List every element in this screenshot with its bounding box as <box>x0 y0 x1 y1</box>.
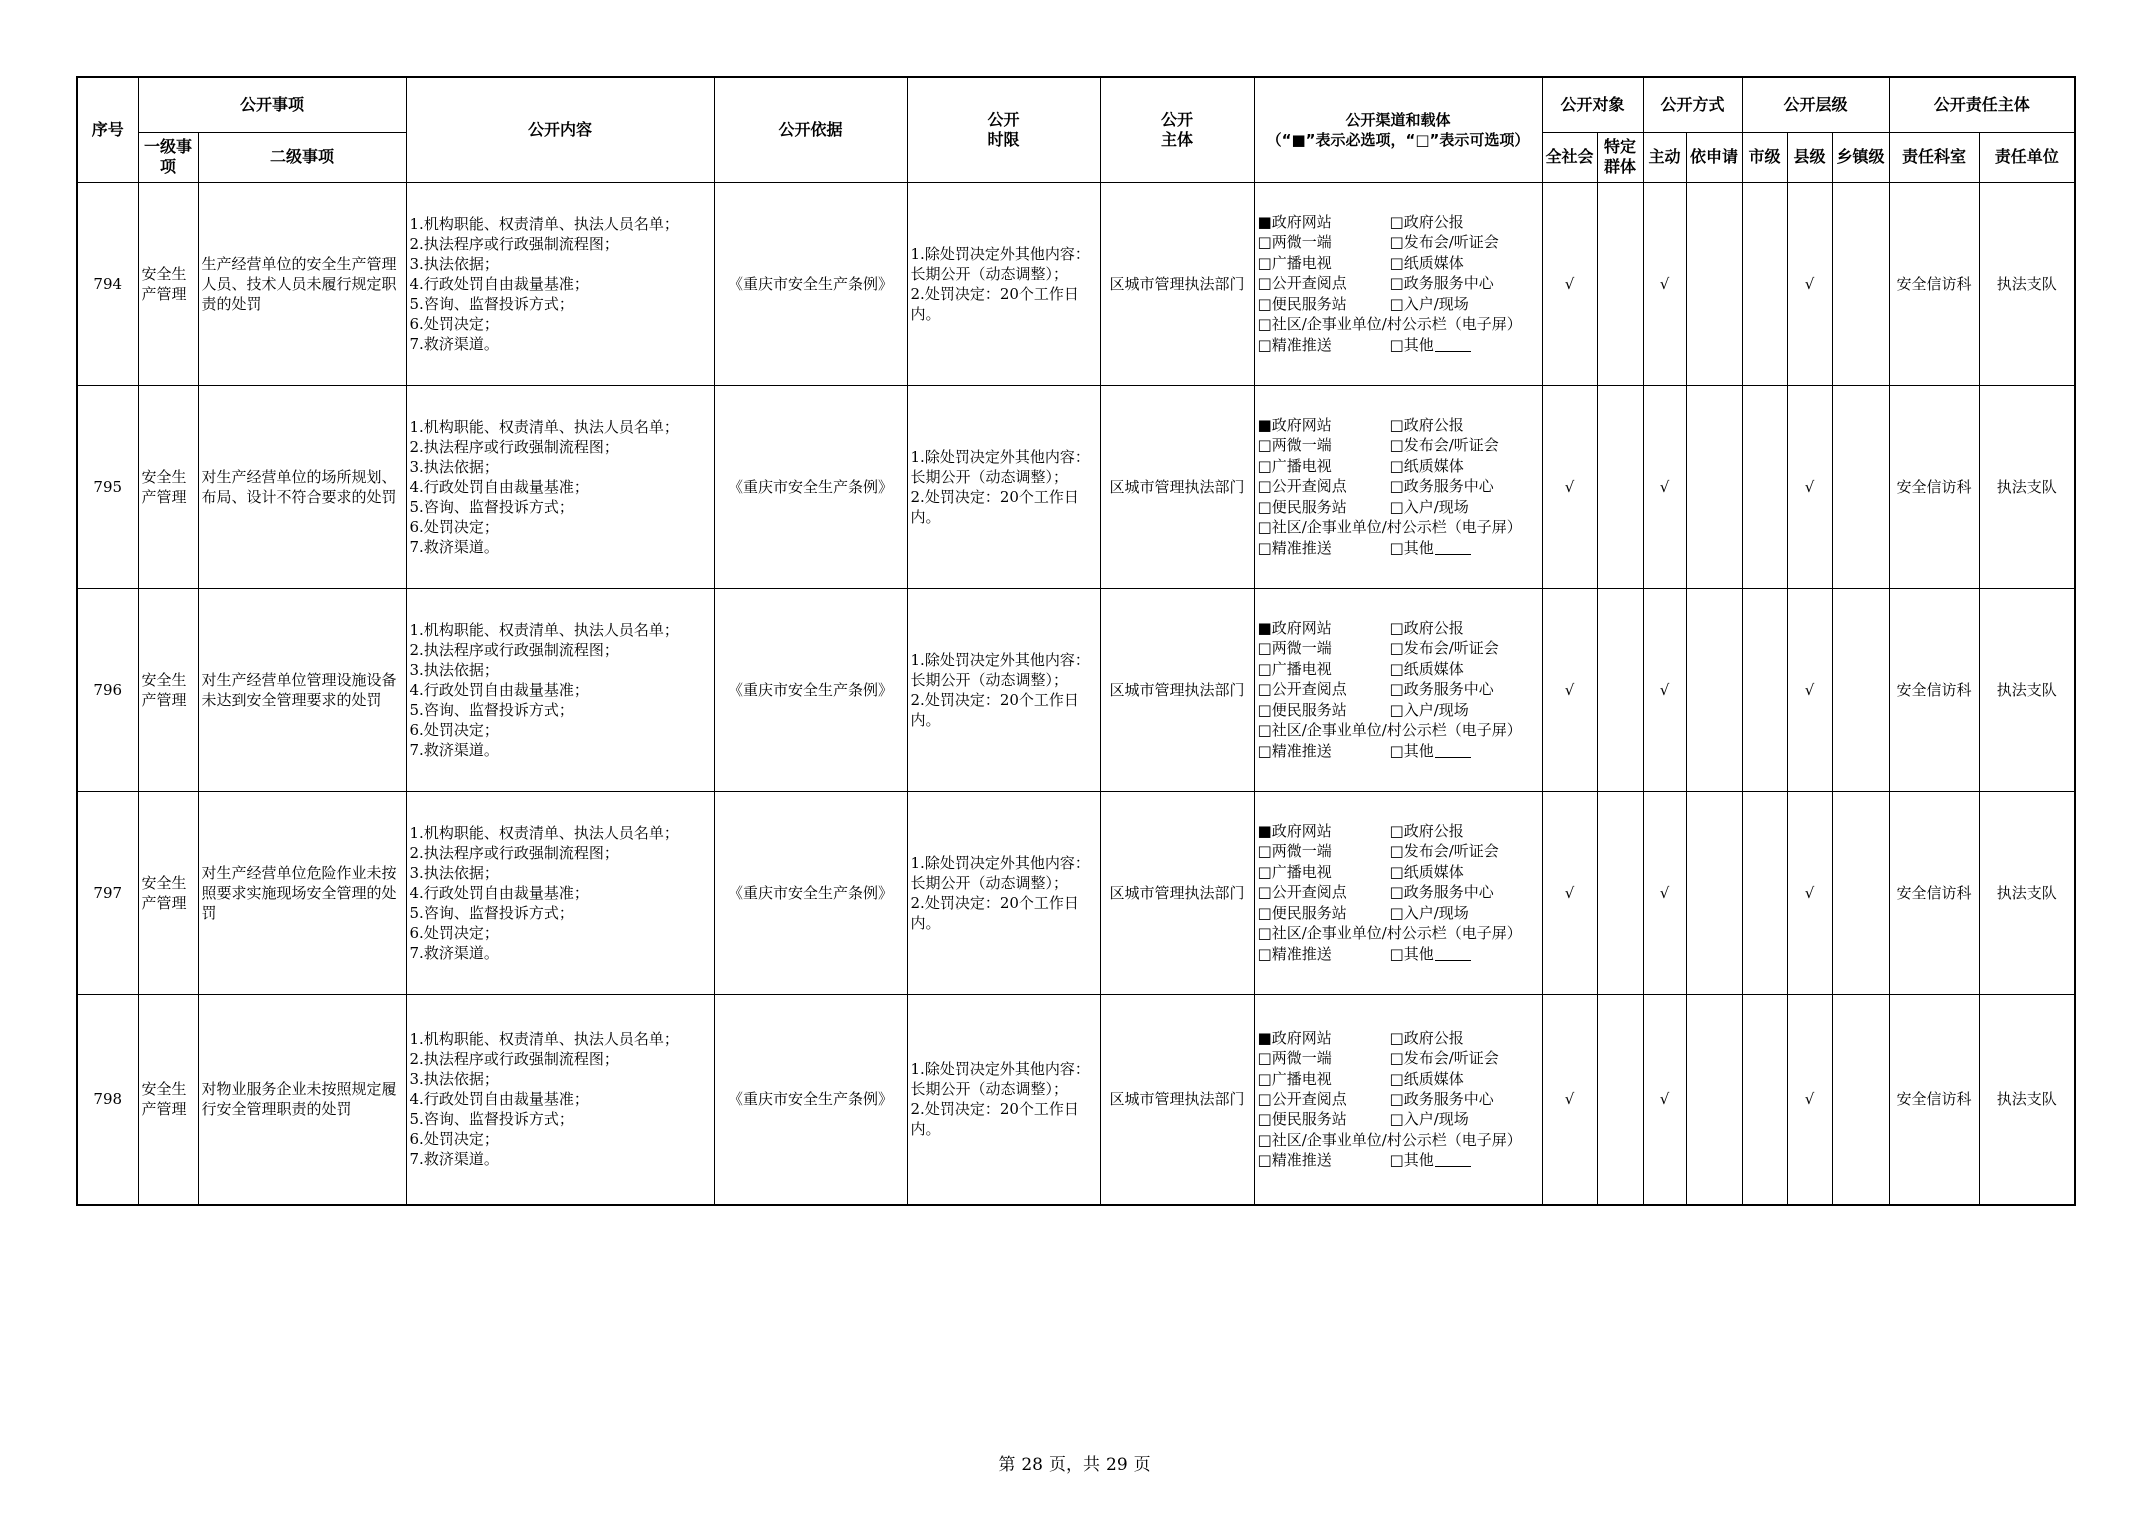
resp-unit-cell: 执法支队 <box>1979 994 2075 1205</box>
content-cell: 1.机构职能、权责清单、执法人员名单； 2.执法程序或行政强制流程图； 3.执法依据； 4.行政处罚自由裁量基准； 5.咨询、监督投诉方式； 6.处罚决定； 7.救济渠道。 <box>406 588 714 791</box>
channel-item: □政府公报 <box>1389 619 1464 638</box>
time-limit-cell: 1.除处罚决定外其他内容：长期公开（动态调整）； 2.处罚决定：20个工作日内。 <box>907 385 1100 588</box>
level1-cell: 安全生产管理 <box>138 385 198 588</box>
blank-line <box>1435 554 1471 555</box>
channel-item: □社区/企事业单位/村公示栏（电子屏） <box>1257 518 1522 537</box>
channel-item: □入户/现场 <box>1389 294 1469 313</box>
resp-office-cell: 安全信访科 <box>1889 994 1979 1205</box>
footer-page: 28 <box>1021 1455 1043 1475</box>
channel-list <box>1258 618 1539 761</box>
target-all-cell: √ <box>1542 182 1597 385</box>
header-matter: 公开事项 <box>138 77 406 132</box>
level1-cell: 安全生产管理 <box>138 588 198 791</box>
channel-list <box>1258 1028 1539 1171</box>
footer-suffix: 页 <box>1133 1455 1151 1475</box>
channel-item: □便民服务站 <box>1257 700 1347 719</box>
seq-cell: 798 <box>77 994 138 1205</box>
level-town-cell <box>1832 791 1889 994</box>
level2-cell: 对生产经营单位的场所规划、布局、设计不符合要求的处罚 <box>198 385 406 588</box>
level2-cell: 对物业服务企业未按照规定履行安全管理职责的处罚 <box>198 994 406 1205</box>
channel-item: □政府公报 <box>1389 416 1464 435</box>
table-row <box>77 994 2075 1205</box>
time-limit-cell: 1.除处罚决定外其他内容：长期公开（动态调整）； 2.处罚决定：20个工作日内。 <box>907 791 1100 994</box>
channel-item: □纸质媒体 <box>1389 1069 1464 1088</box>
header-level-city: 市级 <box>1742 132 1787 182</box>
target-all-cell: √ <box>1542 791 1597 994</box>
blank-line <box>1435 351 1471 352</box>
header-target-all: 全社会 <box>1542 132 1597 182</box>
target-specific-cell <box>1597 791 1643 994</box>
channel-item: □公开查阅点 <box>1257 477 1347 496</box>
header-method-active: 主动 <box>1643 132 1686 182</box>
channel-item-other <box>1390 944 1539 964</box>
basis-cell: 《重庆市安全生产条例》 <box>714 791 907 994</box>
channel-item: □其他 <box>1389 335 1434 354</box>
channel-item: □纸质媒体 <box>1389 862 1464 881</box>
basis-cell: 《重庆市安全生产条例》 <box>714 994 907 1205</box>
channel-item: □发布会/听证会 <box>1389 639 1499 658</box>
time-limit-cell: 1.除处罚决定外其他内容：长期公开（动态调整）； 2.处罚决定：20个工作日内。 <box>907 588 1100 791</box>
channel-item: □社区/企事业单位/村公示栏（电子屏） <box>1257 721 1522 740</box>
method-active-cell: √ <box>1643 385 1686 588</box>
resp-office-cell: 安全信访科 <box>1889 182 1979 385</box>
footer-mid: 页，共 <box>1049 1455 1100 1475</box>
channel-item: □两微一端 <box>1257 1049 1332 1068</box>
channel-cell <box>1254 385 1542 588</box>
level-city-cell <box>1742 588 1787 791</box>
table-row <box>77 385 2075 588</box>
target-all-cell: √ <box>1542 588 1597 791</box>
header-level2: 二级事项 <box>198 132 406 182</box>
resp-unit-cell: 执法支队 <box>1979 791 2075 994</box>
level2-cell: 对生产经营单位危险作业未按照要求实施现场安全管理的处罚 <box>198 791 406 994</box>
footer-total: 29 <box>1106 1455 1128 1475</box>
channel-item: □入户/现场 <box>1389 700 1469 719</box>
method-active-cell: √ <box>1643 182 1686 385</box>
resp-office-cell: 安全信访科 <box>1889 588 1979 791</box>
blank-line <box>1435 960 1471 961</box>
channel-cell <box>1254 182 1542 385</box>
channel-item: □便民服务站 <box>1257 497 1347 516</box>
resp-unit-cell: 执法支队 <box>1979 182 2075 385</box>
channel-item: ■政府网站 <box>1257 416 1332 435</box>
method-request-cell <box>1686 182 1742 385</box>
level2-cell: 对生产经营单位管理设施设备未达到安全管理要求的处罚 <box>198 588 406 791</box>
level-town-cell <box>1832 385 1889 588</box>
subject-cell: 区城市管理执法部门 <box>1100 588 1254 791</box>
table-row <box>77 791 2075 994</box>
channel-item: □纸质媒体 <box>1389 456 1464 475</box>
channel-item: □入户/现场 <box>1389 497 1469 516</box>
level-city-cell <box>1742 182 1787 385</box>
channel-item: □公开查阅点 <box>1257 883 1347 902</box>
method-request-cell <box>1686 994 1742 1205</box>
channel-item: □广播电视 <box>1257 659 1332 678</box>
channel-item-other <box>1390 741 1539 761</box>
target-specific-cell <box>1597 994 1643 1205</box>
header-responsible: 公开责任主体 <box>1889 77 2075 132</box>
channel-item: □入户/现场 <box>1389 903 1469 922</box>
channel-item: □社区/企事业单位/村公示栏（电子屏） <box>1257 924 1522 943</box>
basis-cell: 《重庆市安全生产条例》 <box>714 182 907 385</box>
header-basis: 公开依据 <box>714 77 907 182</box>
channel-item: □广播电视 <box>1257 862 1332 881</box>
channel-item: □两微一端 <box>1257 842 1332 861</box>
header-level-county: 县级 <box>1787 132 1832 182</box>
channel-item: □纸质媒体 <box>1389 253 1464 272</box>
channel-item: □政务服务中心 <box>1389 274 1494 293</box>
seq-cell: 795 <box>77 385 138 588</box>
channel-item: □发布会/听证会 <box>1389 842 1499 861</box>
level-county-cell: √ <box>1787 588 1832 791</box>
level1-cell: 安全生产管理 <box>138 994 198 1205</box>
channel-item: □公开查阅点 <box>1257 274 1347 293</box>
header-method-request: 依申请 <box>1686 132 1742 182</box>
channel-item: □公开查阅点 <box>1257 1090 1347 1109</box>
header-resp-unit: 责任单位 <box>1979 132 2075 182</box>
channel-item: □入户/现场 <box>1389 1110 1469 1129</box>
seq-cell: 796 <box>77 588 138 791</box>
channel-item: □精准推送 <box>1257 944 1332 963</box>
channel-list <box>1258 212 1539 355</box>
method-request-cell <box>1686 791 1742 994</box>
channel-item: □公开查阅点 <box>1257 680 1347 699</box>
method-active-cell: √ <box>1643 994 1686 1205</box>
page-footer <box>0 1450 2149 1475</box>
channel-item: □便民服务站 <box>1257 903 1347 922</box>
table-body <box>77 182 2075 1205</box>
header-time-limit: 公开 时限 <box>907 77 1100 182</box>
header-level-town: 乡镇级 <box>1832 132 1889 182</box>
level1-cell: 安全生产管理 <box>138 182 198 385</box>
resp-unit-cell: 执法支队 <box>1979 385 2075 588</box>
channel-item-other <box>1390 538 1539 558</box>
header-subject: 公开 主体 <box>1100 77 1254 182</box>
level1-cell: 安全生产管理 <box>138 791 198 994</box>
basis-cell: 《重庆市安全生产条例》 <box>714 588 907 791</box>
channel-item: □政府公报 <box>1389 822 1464 841</box>
method-request-cell <box>1686 588 1742 791</box>
channel-item: □政务服务中心 <box>1389 1090 1494 1109</box>
channel-item: □其他 <box>1389 741 1434 760</box>
channel-item: □精准推送 <box>1257 335 1332 354</box>
channel-list <box>1258 415 1539 558</box>
channel-item: □政务服务中心 <box>1389 883 1494 902</box>
channel-item: □政府公报 <box>1389 1028 1464 1047</box>
header-level1: 一级事项 <box>138 132 198 182</box>
channel-cell <box>1254 994 1542 1205</box>
level-city-cell <box>1742 791 1787 994</box>
channel-item: □社区/企事业单位/村公示栏（电子屏） <box>1257 1130 1522 1149</box>
channel-item: □发布会/听证会 <box>1389 436 1499 455</box>
resp-office-cell: 安全信访科 <box>1889 385 1979 588</box>
target-specific-cell <box>1597 588 1643 791</box>
channel-item: □政府公报 <box>1389 213 1464 232</box>
seq-cell: 797 <box>77 791 138 994</box>
channel-item: □精准推送 <box>1257 538 1332 557</box>
channel-item: □广播电视 <box>1257 456 1332 475</box>
seq-cell: 794 <box>77 182 138 385</box>
method-request-cell <box>1686 385 1742 588</box>
level-county-cell: √ <box>1787 994 1832 1205</box>
channel-item: ■政府网站 <box>1257 1028 1332 1047</box>
target-specific-cell <box>1597 385 1643 588</box>
header-channel: 公开渠道和载体 （“■”表示必选项，“□”表示可选项） <box>1254 77 1542 182</box>
blank-line <box>1435 757 1471 758</box>
subject-cell: 区城市管理执法部门 <box>1100 994 1254 1205</box>
channel-item: □便民服务站 <box>1257 294 1347 313</box>
level-county-cell: √ <box>1787 182 1832 385</box>
channel-item: □政务服务中心 <box>1389 680 1494 699</box>
level-county-cell: √ <box>1787 385 1832 588</box>
header-content: 公开内容 <box>406 77 714 182</box>
channel-item: □广播电视 <box>1257 253 1332 272</box>
disclosure-table <box>76 76 2076 1206</box>
channel-item: □精准推送 <box>1257 741 1332 760</box>
basis-cell: 《重庆市安全生产条例》 <box>714 385 907 588</box>
subject-cell: 区城市管理执法部门 <box>1100 385 1254 588</box>
resp-office-cell: 安全信访科 <box>1889 791 1979 994</box>
level2-cell: 生产经营单位的安全生产管理人员、技术人员未履行规定职责的处罚 <box>198 182 406 385</box>
table-header <box>77 77 2075 182</box>
level-town-cell <box>1832 994 1889 1205</box>
channel-item: ■政府网站 <box>1257 619 1332 638</box>
time-limit-cell: 1.除处罚决定外其他内容：长期公开（动态调整）； 2.处罚决定：20个工作日内。 <box>907 182 1100 385</box>
channel-item: □广播电视 <box>1257 1069 1332 1088</box>
channel-item: □政务服务中心 <box>1389 477 1494 496</box>
channel-item: □纸质媒体 <box>1389 659 1464 678</box>
header-target: 公开对象 <box>1542 77 1643 132</box>
table-row <box>77 588 2075 791</box>
channel-item: □社区/企事业单位/村公示栏（电子屏） <box>1257 315 1522 334</box>
level-town-cell <box>1832 588 1889 791</box>
method-active-cell: √ <box>1643 791 1686 994</box>
content-cell: 1.机构职能、权责清单、执法人员名单； 2.执法程序或行政强制流程图； 3.执法依据； 4.行政处罚自由裁量基准； 5.咨询、监督投诉方式； 6.处罚决定； 7.救济渠道。 <box>406 182 714 385</box>
channel-item: □两微一端 <box>1257 436 1332 455</box>
content-cell: 1.机构职能、权责清单、执法人员名单； 2.执法程序或行政强制流程图； 3.执法依据； 4.行政处罚自由裁量基准； 5.咨询、监督投诉方式； 6.处罚决定； 7.救济渠道。 <box>406 385 714 588</box>
blank-line <box>1435 1166 1471 1167</box>
level-county-cell: √ <box>1787 791 1832 994</box>
channel-list <box>1258 821 1539 964</box>
channel-item: □发布会/听证会 <box>1389 233 1499 252</box>
method-active-cell: √ <box>1643 588 1686 791</box>
header-target-specific: 特定群体 <box>1597 132 1643 182</box>
target-specific-cell <box>1597 182 1643 385</box>
header-method: 公开方式 <box>1643 77 1742 132</box>
content-cell: 1.机构职能、权责清单、执法人员名单； 2.执法程序或行政强制流程图； 3.执法依据； 4.行政处罚自由裁量基准； 5.咨询、监督投诉方式； 6.处罚决定； 7.救济渠道。 <box>406 994 714 1205</box>
channel-cell <box>1254 791 1542 994</box>
level-city-cell <box>1742 994 1787 1205</box>
time-limit-cell: 1.除处罚决定外其他内容：长期公开（动态调整）； 2.处罚决定：20个工作日内。 <box>907 994 1100 1205</box>
subject-cell: 区城市管理执法部门 <box>1100 182 1254 385</box>
channel-item: □精准推送 <box>1257 1151 1332 1170</box>
channel-item: □两微一端 <box>1257 233 1332 252</box>
channel-item: ■政府网站 <box>1257 822 1332 841</box>
resp-unit-cell: 执法支队 <box>1979 588 2075 791</box>
target-all-cell: √ <box>1542 385 1597 588</box>
target-all-cell: √ <box>1542 994 1597 1205</box>
channel-cell <box>1254 588 1542 791</box>
footer-prefix: 第 <box>998 1455 1016 1475</box>
channel-item: ■政府网站 <box>1257 213 1332 232</box>
channel-item-other <box>1390 335 1539 355</box>
channel-item: □两微一端 <box>1257 639 1332 658</box>
channel-item-other <box>1390 1150 1539 1170</box>
level-city-cell <box>1742 385 1787 588</box>
channel-item: □其他 <box>1389 944 1434 963</box>
subject-cell: 区城市管理执法部门 <box>1100 791 1254 994</box>
header-resp-office: 责任科室 <box>1889 132 1979 182</box>
table-row <box>77 182 2075 385</box>
content-cell: 1.机构职能、权责清单、执法人员名单； 2.执法程序或行政强制流程图； 3.执法依据； 4.行政处罚自由裁量基准； 5.咨询、监督投诉方式； 6.处罚决定； 7.救济渠道。 <box>406 791 714 994</box>
channel-item: □发布会/听证会 <box>1389 1049 1499 1068</box>
channel-item: □其他 <box>1389 538 1434 557</box>
channel-item: □便民服务站 <box>1257 1110 1347 1129</box>
channel-item: □其他 <box>1389 1151 1434 1170</box>
header-level: 公开层级 <box>1742 77 1889 132</box>
header-seq: 序号 <box>77 77 138 182</box>
level-town-cell <box>1832 182 1889 385</box>
